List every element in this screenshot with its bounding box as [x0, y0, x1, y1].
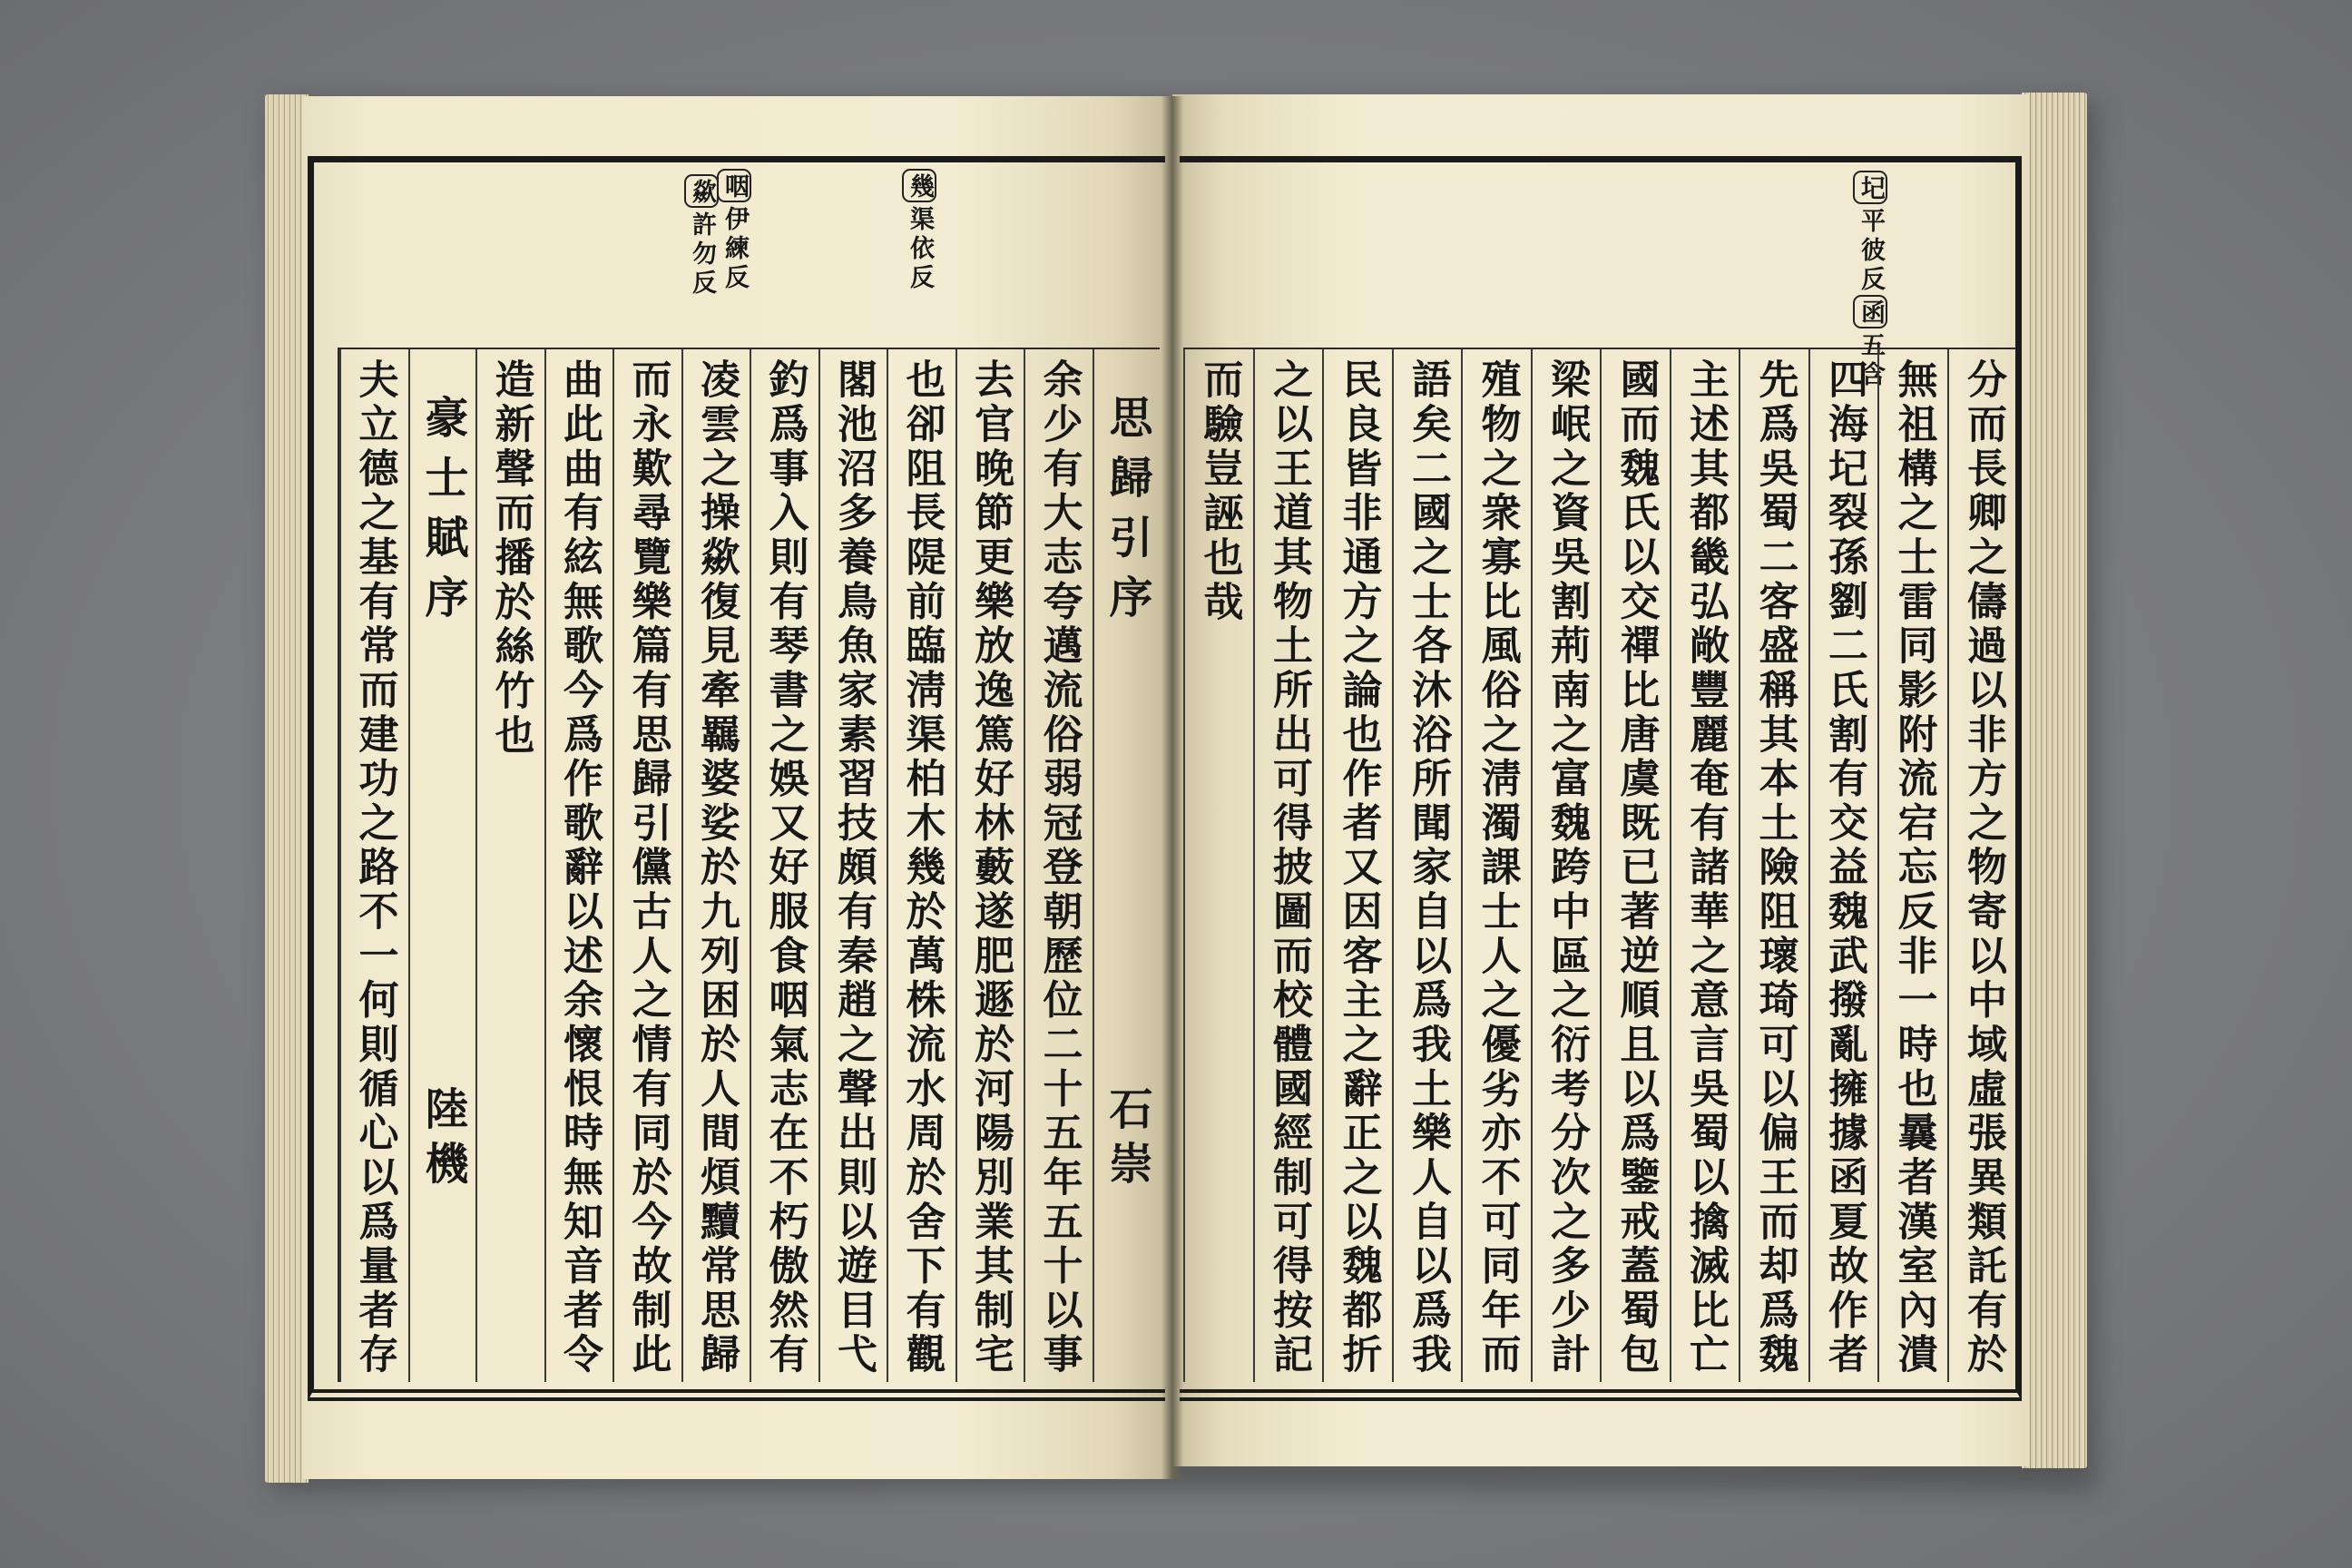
text-column: 而驗豈誣也哉 [1183, 349, 1253, 1382]
text-column: 釣爲事入則有琴書之娛又好服食咽氣志在不朽傲然有 [750, 349, 818, 1382]
section-title: 豪士賦序 [417, 395, 468, 634]
note-reading: 五含 [1857, 332, 1885, 390]
text-column: 民良皆非通方之論也作者又因客主之辭正之以魏都折 [1322, 349, 1392, 1382]
text-column: 殖物之衆寡比風俗之淸濁課士人之優劣亦不可同年而 [1461, 349, 1531, 1382]
text-column: 梁岷之資吳割荊南之富魏跨中區之衍考分次之多少計 [1531, 349, 1601, 1382]
note-reading: 渠依反 [906, 206, 934, 293]
right-page-text [1183, 348, 2016, 1382]
text-column: 無祖構之士雷同影附流宕忘反非一時也曩者漢室內潰 [1877, 349, 1947, 1382]
left-page-edges [265, 94, 309, 1483]
note-char: 咽 [717, 169, 751, 202]
section-title: 思歸引序 [1102, 395, 1152, 634]
text-column: 也卻阻長隄前臨淸渠柏木幾於萬株流水周於舍下有觀 [887, 349, 956, 1382]
section-author: 陸機 [417, 1086, 468, 1195]
text-column: 去官晚節更樂放逸篤好林藪遂肥遯於河陽別業其制宅 [956, 349, 1024, 1382]
left-page-header-note [902, 169, 936, 293]
note-char: 歘 [684, 174, 719, 208]
left-page-text [338, 348, 1160, 1382]
note-reading: 伊練反 [720, 206, 749, 293]
text-column: 國而魏氏以交禪比唐虞既已著逆順且以爲鑒戒蓋蜀包 [1600, 349, 1670, 1382]
text-column: 而永歎尋覽樂篇有思歸引儻古人之情有同於今故制此 [612, 349, 681, 1382]
note-char: 函 [1853, 295, 1887, 328]
note-char: 圮 [1853, 171, 1887, 204]
text-column: 先爲吳蜀二客盛稱其本土險阻瓌琦可以偏王而却爲魏 [1739, 349, 1808, 1382]
note-char: 幾 [902, 169, 936, 202]
text-column: 語矣二國之士各沐浴所聞家自以爲我土樂人自以爲我 [1392, 349, 1462, 1382]
text-column: 之以王道其物土所出可得披圖而校體國經制可得按記 [1253, 349, 1323, 1382]
text-column: 閣池沼多養鳥魚家素習技頗有秦趙之聲出則以遊目弋 [818, 349, 887, 1382]
text-column: 四海圮裂孫劉二氏割有交益魏武撥亂擁據函夏故作者 [1808, 349, 1878, 1382]
text-column: 造新聲而播於絲竹也 [475, 349, 544, 1382]
text-column: 主述其都畿弘敞豐麗奄有諸華之意言吳蜀以擒滅比亡 [1670, 349, 1740, 1382]
text-column: 余少有大志夸邁流俗弱冠登朝歷位二十五年五十以事 [1024, 349, 1093, 1382]
text-column: 分而長卿之儔過以非方之物寄以中域虛張異類託有於 [1947, 349, 2017, 1382]
left-page-header-note [684, 174, 719, 299]
note-reading: 許勿反 [688, 211, 716, 299]
section-heading-column [1093, 349, 1161, 1382]
text-column: 凌雲之操歘復見牽羈婆娑於九列困於人間煩黷常思歸 [681, 349, 750, 1382]
text-column: 夫立德之基有常而建功之路不一何則循心以爲量者存 [339, 349, 408, 1382]
left-page-header-note [717, 169, 751, 293]
section-heading-column [408, 349, 476, 1382]
note-reading: 平彼反 [1857, 208, 1885, 295]
right-page-edges [2022, 93, 2087, 1468]
text-column: 曲此曲有絃無歌今爲作歌辭以述余懷恨時無知音者令 [544, 349, 613, 1382]
section-author: 石崇 [1102, 1086, 1152, 1195]
